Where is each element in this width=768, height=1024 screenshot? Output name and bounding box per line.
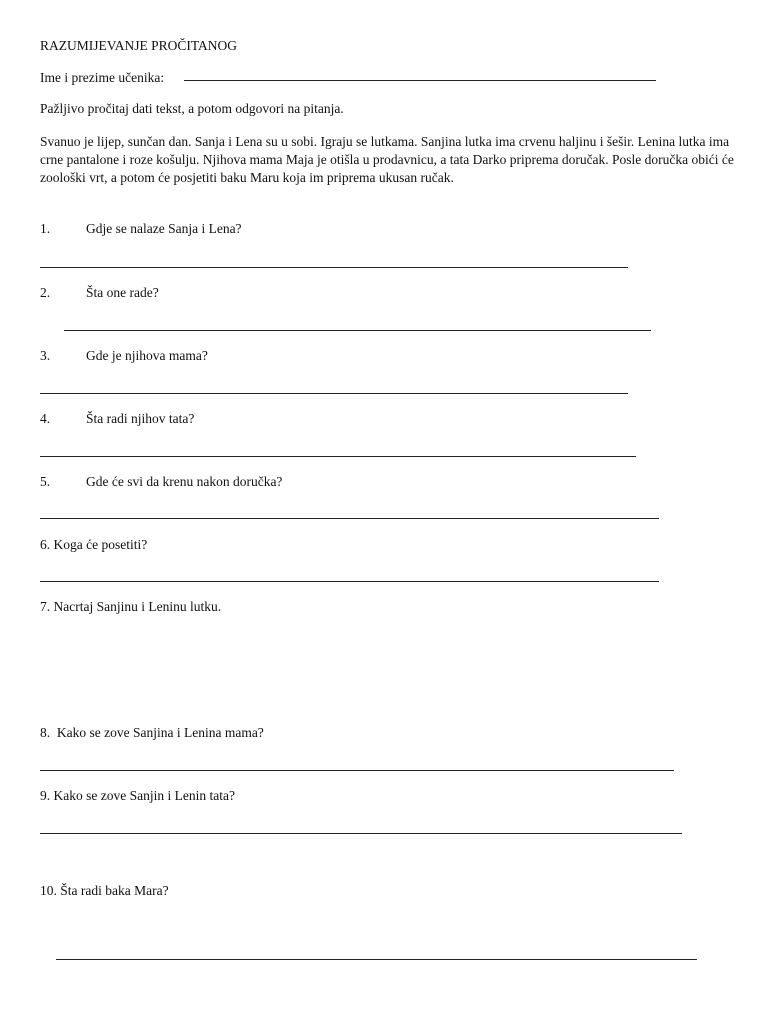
question-text: Šta radi baka Mara? — [60, 883, 169, 898]
question-number: 8. — [40, 725, 51, 740]
question-number: 10. — [40, 883, 57, 898]
question-text: Šta radi njihov tata? — [86, 411, 195, 426]
question-text: Kako se zove Sanjina i Lenina mama? — [56, 725, 264, 740]
instruction-text: Pažljivo pročitaj dati tekst, a potom odgovori na pitanja. — [40, 101, 344, 116]
question-number: 9. — [40, 788, 51, 803]
answer-line-1[interactable] — [40, 267, 628, 268]
question-number: 7. — [40, 599, 51, 614]
question-text: Gdje se nalaze Sanja i Lena? — [86, 221, 242, 236]
question-text: Gde će svi da krenu nakon doručka? — [86, 474, 283, 489]
question-number: 5. — [40, 474, 51, 489]
answer-line-6[interactable] — [40, 581, 659, 582]
worksheet-title: RAZUMIJEVANJE PROČITANOG — [40, 38, 238, 53]
story-paragraph: Svanuo je lijep, sunčan dan. Sanja i Lena su u sobi. Igraju se lutkama. Sanjina lutka ima crvenu haljinu i šešir. Lenina lutka ima crne pantalone i roze košulju. Njihova mama Maja je otišla u prodavnicu, a tata Darko priprema doručak. Posle doručka obići će zoološki vrt, a potom će posjetiti baku Maru koja im priprema ukusan ručak. — [40, 134, 734, 185]
answer-line-3[interactable] — [40, 393, 628, 394]
answer-line-2[interactable] — [64, 330, 651, 331]
answer-line-4[interactable] — [40, 456, 636, 457]
question-2 — [40, 285, 159, 301]
question-number: 1. — [40, 221, 51, 236]
drawing-area[interactable] — [40, 622, 720, 717]
question-1 — [40, 221, 242, 237]
question-4 — [40, 411, 194, 427]
answer-line-5[interactable] — [40, 518, 659, 519]
question-text: Šta one rade? — [86, 285, 159, 300]
question-7 — [40, 599, 221, 615]
question-number: 3. — [40, 348, 51, 363]
answer-line-8[interactable] — [40, 770, 674, 771]
question-6 — [40, 537, 147, 553]
question-10 — [40, 883, 169, 899]
question-text: Koga će posetiti? — [53, 537, 148, 552]
question-8 — [40, 725, 264, 741]
question-text: Kako se zove Sanjin i Lenin tata? — [53, 788, 235, 803]
answer-line-10[interactable] — [56, 959, 697, 960]
question-number: 2. — [40, 285, 51, 300]
question-number: 6. — [40, 537, 51, 552]
question-5 — [40, 474, 282, 490]
student-name-answer-line[interactable] — [184, 80, 656, 81]
question-text: Gde je njihova mama? — [86, 348, 208, 363]
question-9 — [40, 788, 235, 804]
question-text: Nacrtaj Sanjinu i Leninu lutku. — [53, 599, 222, 614]
question-number: 4. — [40, 411, 51, 426]
answer-line-9[interactable] — [40, 833, 682, 834]
question-3 — [40, 348, 208, 364]
student-name-label: Ime i prezime učenika: — [40, 70, 165, 85]
